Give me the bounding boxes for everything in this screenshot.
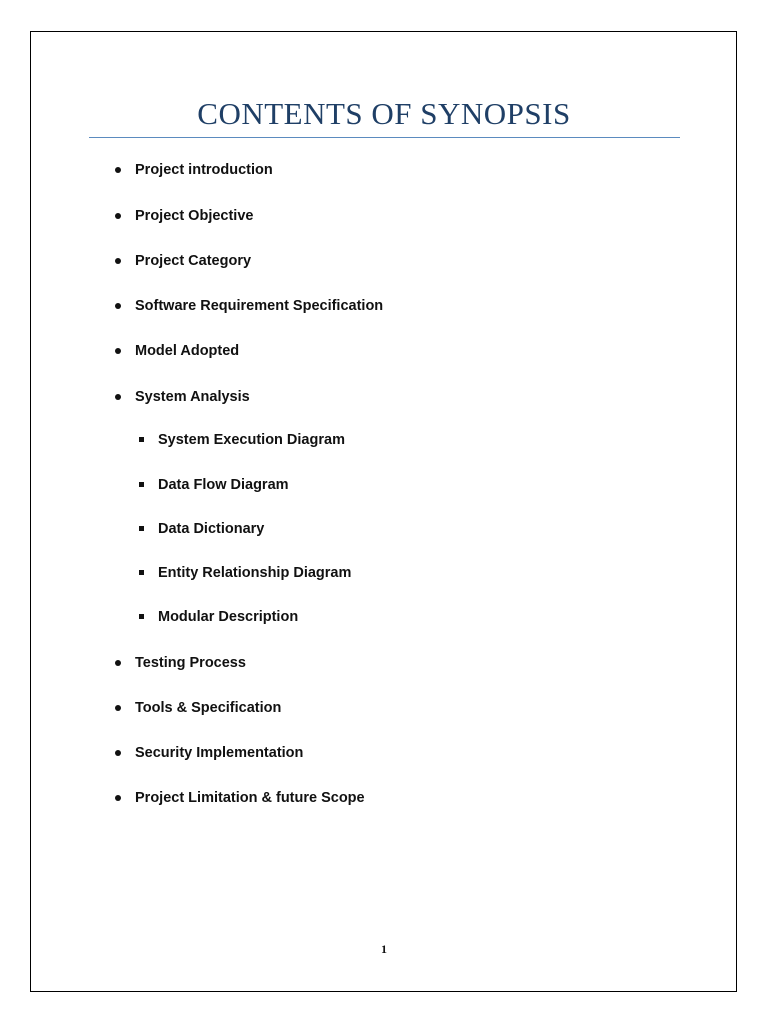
- sub-list-item: Data Flow Diagram: [158, 477, 289, 493]
- bullet-square-icon: [139, 526, 144, 531]
- bullet-dot-icon: [115, 258, 121, 264]
- list-item: Testing Process: [135, 655, 246, 671]
- list-item: Project Objective: [135, 208, 254, 224]
- list-item: Project Category: [135, 253, 252, 269]
- bullet-dot-icon: [115, 750, 121, 756]
- sub-list-item: Data Dictionary: [158, 521, 265, 537]
- bullet-square-icon: [139, 570, 144, 575]
- list-item: Project introduction: [135, 162, 273, 178]
- bullet-dot-icon: [115, 167, 121, 173]
- list-item: System Analysis: [135, 389, 250, 405]
- bullet-dot-icon: [115, 660, 121, 666]
- bullet-square-icon: [139, 482, 144, 487]
- sub-list-item: Modular Description: [158, 609, 299, 625]
- bullet-dot-icon: [115, 303, 121, 309]
- bullet-dot-icon: [115, 213, 121, 219]
- list-item: Security Implementation: [135, 745, 304, 761]
- page-title: CONTENTS OF SYNOPSIS: [197, 96, 571, 131]
- bullet-dot-icon: [115, 394, 121, 400]
- bullet-dot-icon: [115, 705, 121, 711]
- bullet-square-icon: [139, 614, 144, 619]
- bullet-dot-icon: [115, 795, 121, 801]
- list-item: Software Requirement Specification: [135, 298, 384, 314]
- sub-list-item: System Execution Diagram: [158, 432, 345, 448]
- list-item: Project Limitation & future Scope: [135, 790, 365, 806]
- sub-list-item: Entity Relationship Diagram: [158, 565, 352, 581]
- list-item: Model Adopted: [135, 343, 240, 359]
- list-item: Tools & Specification: [135, 700, 282, 716]
- bullet-square-icon: [139, 437, 144, 442]
- page-number: 1: [381, 942, 387, 956]
- bullet-dot-icon: [115, 348, 121, 354]
- title-divider: [89, 137, 680, 138]
